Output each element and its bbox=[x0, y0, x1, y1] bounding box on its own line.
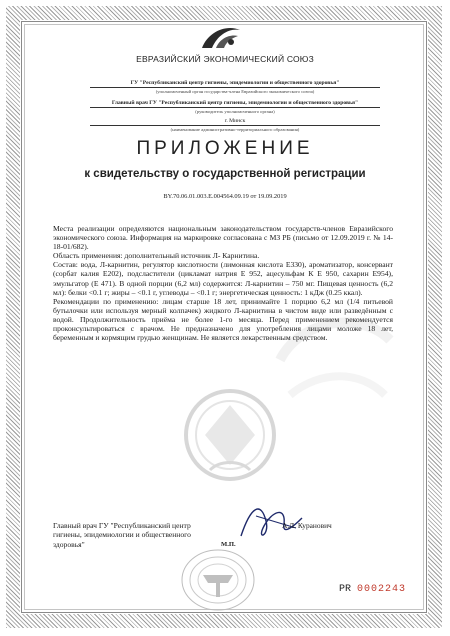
seal-place-label: М.П. bbox=[221, 541, 236, 548]
paragraph-sales: Места реализации определяются национальным законодательством государств-членов Евразийского экономического союза. Информация на маркировке согласована с МЗ РБ (письмо от 12.09.2019 г. № 14-18-01/682). bbox=[53, 224, 393, 252]
signatory-name: А.Л. Куранович bbox=[282, 521, 332, 530]
paragraph-recommendations: Рекомендации по применению: лицам старше 18 лет, принимайте 1 порцию 6,2 мл (1/4 питьевой бутылочки или используя мерный колпачек) жидкого Л-карнитина в чистом виде или разведённым с водой. Продолжительность приёма не более 1-го месяца. Перед применением рекомендуется проконсультироваться с врачом. Не предназначено для употребления лицами моложе 18 лет, беременным и кормящим грудью женщинам. Не является лекарственным средством. bbox=[53, 296, 393, 343]
city-line: г. Минск bbox=[90, 118, 380, 126]
paragraph-scope: Область применения: дополнительный источник Л- Карнитина. bbox=[53, 251, 260, 261]
paragraph-composition: Состав: вода, Л-карнитин, регулятор кислотности (лимонная кислота Е330), ароматизатор, консервант (сорбат калия Е202), подсластители (цикламат натрия Е 952, ацесульфам К Е 950, сахарин Е954), эмульгатор (Е 471). В одной порции (6,2 мл) содержится: Л-карнитин – 750 мг. Пищевая ценность (6,2 мл): белки <0.1 г; жиры – <0.1 г, углеводы – <0.1 г; энергетическая ценность: 1 кДж (0.25 ккал). bbox=[53, 260, 393, 297]
eaeu-logo-icon bbox=[198, 22, 244, 52]
document-title: ПРИЛОЖЕНИЕ bbox=[136, 138, 314, 159]
chief-caption: (руководитель уполномоченного органа) bbox=[195, 109, 275, 114]
registration-number: BY.70.06.01.003.E.004564.09.19 от 19.09.2019 bbox=[163, 193, 287, 200]
issuer-caption: (уполномоченный орган государства-члена Евразийского экономического союза) bbox=[155, 89, 315, 94]
document-subtitle: к свидетельству о государственной регистрации bbox=[84, 168, 366, 180]
union-title: ЕВРАЗИЙСКИЙ ЭКОНОМИЧЕСКИЙ СОЮЗ bbox=[136, 54, 314, 64]
signatory-title: Главный врач ГУ "Республиканский центр гигиены, эпидемиологии и общественного здоровья" bbox=[53, 521, 191, 549]
issuer-line: ГУ "Республиканский центр гигиены, эпидемиологии и общественного здоровья" bbox=[90, 80, 380, 88]
chief-line: Главный врач ГУ "Республиканский центр гигиены, эпидемиологии и общественного здоровья" bbox=[90, 100, 380, 108]
serial-prefix: PR bbox=[339, 584, 352, 595]
serial-digits: 0002243 bbox=[357, 584, 407, 595]
serial-number bbox=[339, 584, 406, 595]
body-text bbox=[53, 224, 393, 342]
hologram-rosette-icon bbox=[178, 545, 258, 615]
state-emblem-icon bbox=[175, 380, 285, 490]
city-caption: (наименование административно-территориального образования) bbox=[170, 127, 300, 132]
